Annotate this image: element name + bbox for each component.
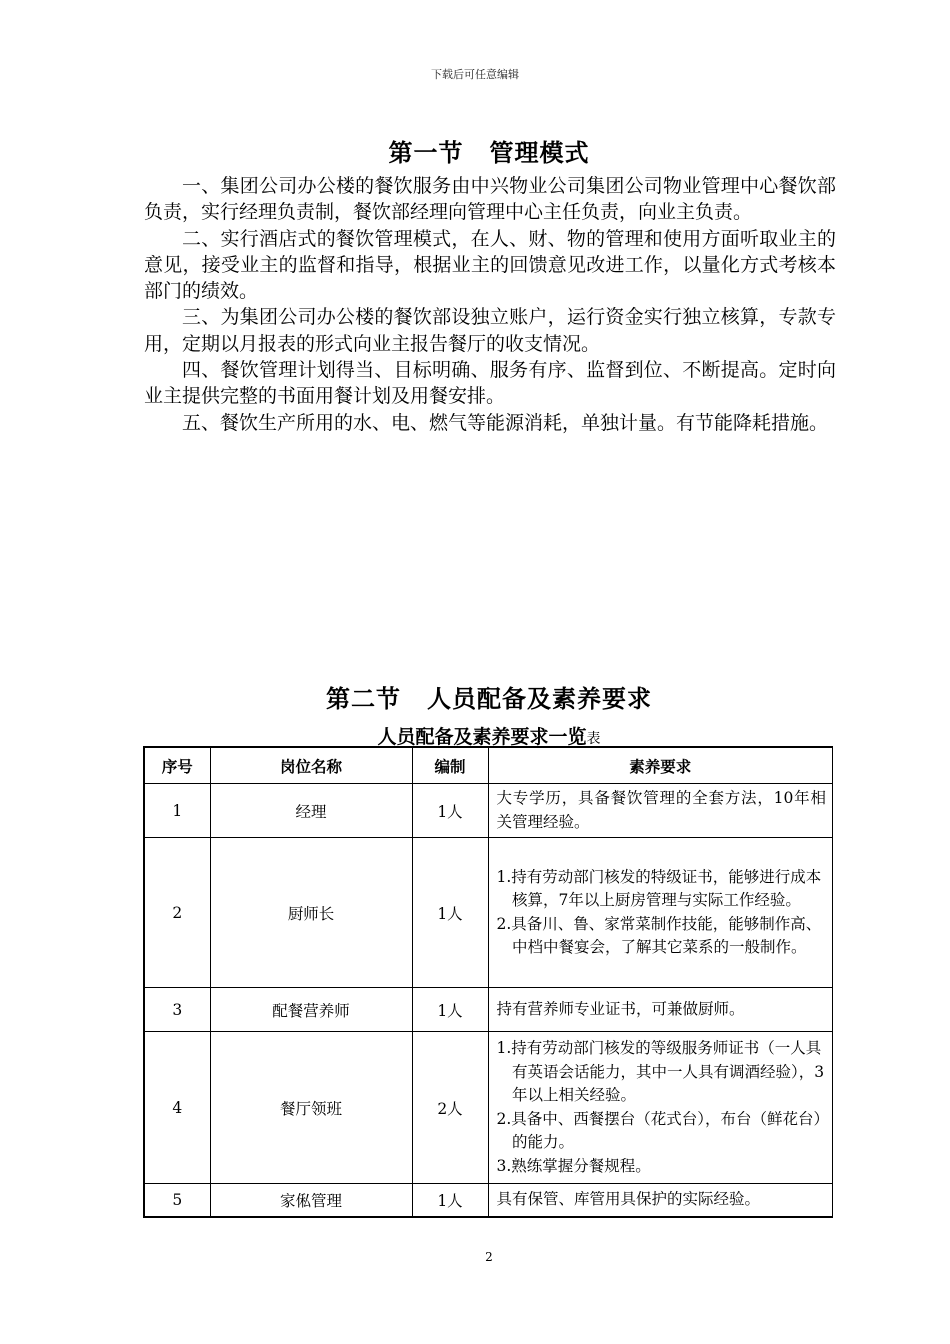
section2-number: 第二节 [326,685,401,713]
section1-heading: 管理模式 [489,139,590,167]
requirement-item: 2.具备中、西餐摆台（花式台），布台（鲜花台）的能力。 [496,1109,822,1151]
header-note: 下载后可任意编辑 [431,68,519,81]
table-row [144,838,833,988]
paragraph: 一、集团公司办公楼的餐饮服务由中兴物业公司集团公司物业管理中心餐饮部负责，实行经理负责制，餐饮部经理向管理中心主任负责，向业主负责。 [144,175,836,224]
table-row [144,1184,833,1217]
row-quota: 1人 [412,1184,488,1217]
row-position: 经理 [210,784,412,838]
requirement-item: 2.具备川、鲁、家常菜制作技能，能够制作高、中档中餐宴会，了解其它菜系的一般制作。 [496,914,822,956]
paragraph: 五、餐饮生产所用的水、电、燃气等能源消耗，单独计量。有节能降耗措施。 [182,411,829,434]
row-no: 5 [144,1184,210,1217]
table-row [144,1032,833,1184]
row-quota: 1人 [412,838,488,988]
row-no: 1 [144,784,210,838]
row-quota: 2人 [412,1032,488,1184]
col-header-no: 序号 [144,747,210,784]
row-requirements [488,988,833,1032]
requirement-item: 大专学历，具备餐饮管理的全套方法，10年相关管理经验。 [496,789,826,831]
staffing-table [143,746,833,1218]
col-header-quota: 编制 [412,747,488,784]
table-caption [0,722,950,749]
section1-title [0,133,950,168]
paragraph: 四、餐饮管理计划得当、目标明确、服务有序、监督到位、不断提高。定时向业主提供完整的书面用餐计划及用餐安排。 [144,359,836,408]
row-position: 餐厅领班 [210,1032,412,1184]
row-requirements [488,838,833,988]
table-caption-main: 人员配备及素养要求一览 [377,726,587,748]
section2-title [0,679,950,714]
table-row [144,784,833,838]
requirement-item: 具有保管、库管用具保护的实际经验。 [496,1190,761,1208]
row-no: 4 [144,1032,210,1184]
table-row [144,988,833,1032]
requirement-item: 3.熟练掌握分餐规程。 [496,1156,651,1175]
requirement-item: 持有营养师专业证书，可兼做厨师。 [496,999,745,1018]
row-quota: 1人 [412,784,488,838]
section1-body [144,173,836,436]
col-header-position: 岗位名称 [210,747,412,784]
table-caption-suffix: 表 [586,731,601,747]
page-number: 2 [485,1250,493,1264]
requirement-item: 1.持有劳动部门核发的特级证书，能够进行成本核算，7年以上厨房管理与实际工作经验。 [496,867,822,909]
section2-heading: 人员配备及素养要求 [427,685,652,713]
col-header-requirements: 素养要求 [488,747,833,784]
row-position: 厨师长 [210,838,412,988]
row-requirements [488,1184,833,1217]
row-no: 2 [144,838,210,988]
requirement-item: 1.持有劳动部门核发的等级服务师证书（一人具有英语会话能力，其中一人具有调酒经验），3年以上相关经验。 [496,1039,825,1104]
section1-number: 第一节 [388,139,464,167]
paragraph: 二、实行酒店式的餐饮管理模式，在人、财、物的管理和使用方面听取业主的意见，接受业主的监督和指导，根据业主的回馈意见改进工作，以量化方式考核本部门的绩效。 [144,227,836,303]
table-header-row [144,747,833,784]
row-quota: 1人 [412,988,488,1032]
row-position: 家俬管理 [210,1184,412,1217]
row-requirements [488,1032,833,1184]
row-position: 配餐营养师 [210,988,412,1032]
row-requirements [488,784,833,838]
paragraph: 三、为集团公司办公楼的餐饮部设独立账户，运行资金实行独立核算，专款专用，定期以月报表的形式向业主报告餐厅的收支情况。 [144,306,836,355]
row-no: 3 [144,988,210,1032]
